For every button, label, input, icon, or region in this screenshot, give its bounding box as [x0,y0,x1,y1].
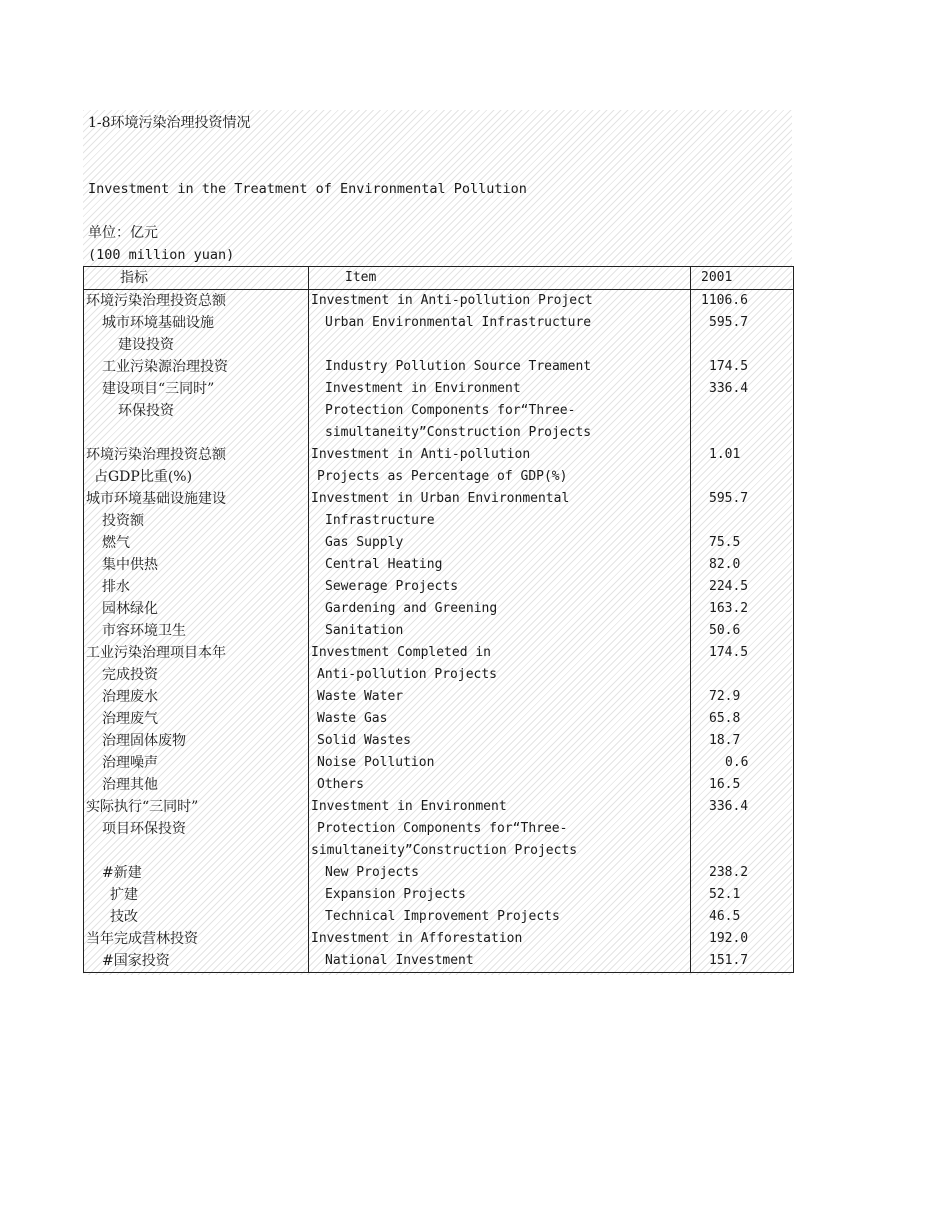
value-cell: 1.01 [709,447,741,462]
table-row [84,620,794,642]
indicator-cell: 占GDP比重(%) [84,466,309,488]
value-cell [691,466,794,488]
indicator-cell: 燃气 [84,532,309,554]
indicator-cell: 工业污染治理项目本年 [84,642,309,664]
value-cell [691,334,794,356]
value-cell: 72.9 [709,689,741,704]
item-cell: Urban Environmental Infrastructure [309,312,691,334]
indicator-cell: 城市环境基础设施建设 [84,488,309,510]
item-cell: Investment in Environment [309,378,691,400]
value-cell: 174.5 [709,645,749,660]
item-cell: Investment Completed in [309,642,691,664]
indicator-cell: 治理噪声 [84,752,309,774]
table-row [84,510,794,532]
table-row [84,466,794,488]
indicator-cell: 园林绿化 [84,598,309,620]
item-cell: Investment in Environment [309,796,691,818]
table-row [84,422,794,444]
table-row [84,290,794,313]
investment-table [83,266,794,973]
header-indicator: 指标 [84,267,309,290]
indicator-cell: 完成投资 [84,664,309,686]
indicator-cell: 市容环境卫生 [84,620,309,642]
table-row [84,884,794,906]
table-row [84,444,794,466]
indicator-cell: #新建 [84,862,309,884]
item-cell: Protection Components for“Three- [309,400,691,422]
indicator-cell [84,840,309,862]
unit-label-chinese: 单位：亿元 [88,225,158,241]
item-cell: Solid Wastes [309,730,691,752]
table-row [84,378,794,400]
value-cell [691,840,794,862]
indicator-cell: 建设项目“三同时” [84,378,309,400]
header-item: Item [309,267,691,290]
table-row [84,730,794,752]
value-cell: 238.2 [709,865,749,880]
item-cell: Gas Supply [309,532,691,554]
item-cell: simultaneity”Construction Projects [309,840,691,862]
table-row [84,642,794,664]
value-cell: 52.1 [709,887,741,902]
value-cell [691,664,794,686]
indicator-cell: 排水 [84,576,309,598]
item-cell: National Investment [309,950,691,973]
indicator-cell: 实际执行“三同时” [84,796,309,818]
value-cell: 151.7 [709,953,749,968]
value-cell: 75.5 [709,535,741,550]
table-row [84,950,794,973]
table-row [84,840,794,862]
value-cell [691,818,794,840]
value-cell: 1106.6 [701,293,748,308]
table-row [84,818,794,840]
header-year: 2001 [691,267,794,290]
table-row [84,906,794,928]
indicator-cell: 技改 [84,906,309,928]
value-cell: 224.5 [709,579,749,594]
table-row [84,356,794,378]
value-cell [691,422,794,444]
indicator-cell: 建设投资 [84,334,309,356]
table-title-chinese: 1-8环境污染治理投资情况 [88,115,251,131]
table-row [84,334,794,356]
value-cell [691,400,794,422]
item-cell: Investment in Urban Environmental [309,488,691,510]
indicator-cell: 扩建 [84,884,309,906]
indicator-cell: 治理废气 [84,708,309,730]
item-cell: Protection Components for“Three- [309,818,691,840]
indicator-cell: 当年完成营林投资 [84,928,309,950]
item-cell: Central Heating [309,554,691,576]
table-title-english: Investment in the Treatment of Environmental Pollution [88,181,527,197]
indicator-cell: 工业污染源治理投资 [84,356,309,378]
indicator-cell: 城市环境基础设施 [84,312,309,334]
item-cell [309,334,691,356]
table-row [84,862,794,884]
value-cell: 18.7 [709,733,741,748]
value-cell: 595.7 [709,491,749,506]
indicator-cell: 环境污染治理投资总额 [84,290,309,313]
indicator-cell: 环保投资 [84,400,309,422]
item-cell: Projects as Percentage of GDP(%) [309,466,691,488]
value-cell: 50.6 [709,623,741,638]
item-cell: Waste Gas [309,708,691,730]
value-cell: 0.6 [725,755,749,770]
table-row [84,554,794,576]
table-row [84,664,794,686]
unit-label-english: (100 million yuan) [88,247,235,263]
value-cell: 46.5 [709,909,741,924]
indicator-cell: 治理废水 [84,686,309,708]
table-header-row [84,267,794,290]
item-cell: Waste Water [309,686,691,708]
value-cell: 336.4 [709,381,749,396]
table-row [84,488,794,510]
item-cell: Investment in Anti-pollution [309,444,691,466]
table-row [84,598,794,620]
indicator-cell: 治理固体废物 [84,730,309,752]
indicator-cell: 环境污染治理投资总额 [84,444,309,466]
item-cell: Technical Improvement Projects [309,906,691,928]
value-cell [691,510,794,532]
item-cell: Anti-pollution Projects [309,664,691,686]
value-cell: 16.5 [709,777,741,792]
indicator-cell [84,422,309,444]
item-cell: Investment in Anti-pollution Project [309,290,691,313]
item-cell: Gardening and Greening [309,598,691,620]
value-cell: 174.5 [709,359,749,374]
item-cell: Noise Pollution [309,752,691,774]
table-row [84,312,794,334]
item-cell: Infrastructure [309,510,691,532]
indicator-cell: 治理其他 [84,774,309,796]
value-cell: 82.0 [709,557,741,572]
table-row [84,532,794,554]
item-cell: Expansion Projects [309,884,691,906]
value-cell: 163.2 [709,601,749,616]
table-row [84,928,794,950]
table-row [84,400,794,422]
item-cell: simultaneity”Construction Projects [309,422,691,444]
item-cell: Others [309,774,691,796]
indicator-cell: 项目环保投资 [84,818,309,840]
item-cell: Sanitation [309,620,691,642]
indicator-cell: #国家投资 [84,950,309,973]
indicator-cell: 投资额 [84,510,309,532]
table-row [84,686,794,708]
item-cell: New Projects [309,862,691,884]
value-cell: 65.8 [709,711,741,726]
table-row [84,774,794,796]
item-cell: Industry Pollution Source Treament [309,356,691,378]
value-cell: 336.4 [709,799,749,814]
value-cell: 595.7 [709,315,749,330]
value-cell: 192.0 [709,931,749,946]
table-row [84,796,794,818]
item-cell: Investment in Afforestation [309,928,691,950]
table-row [84,708,794,730]
table-row [84,576,794,598]
table-row [84,752,794,774]
item-cell: Sewerage Projects [309,576,691,598]
indicator-cell: 集中供热 [84,554,309,576]
